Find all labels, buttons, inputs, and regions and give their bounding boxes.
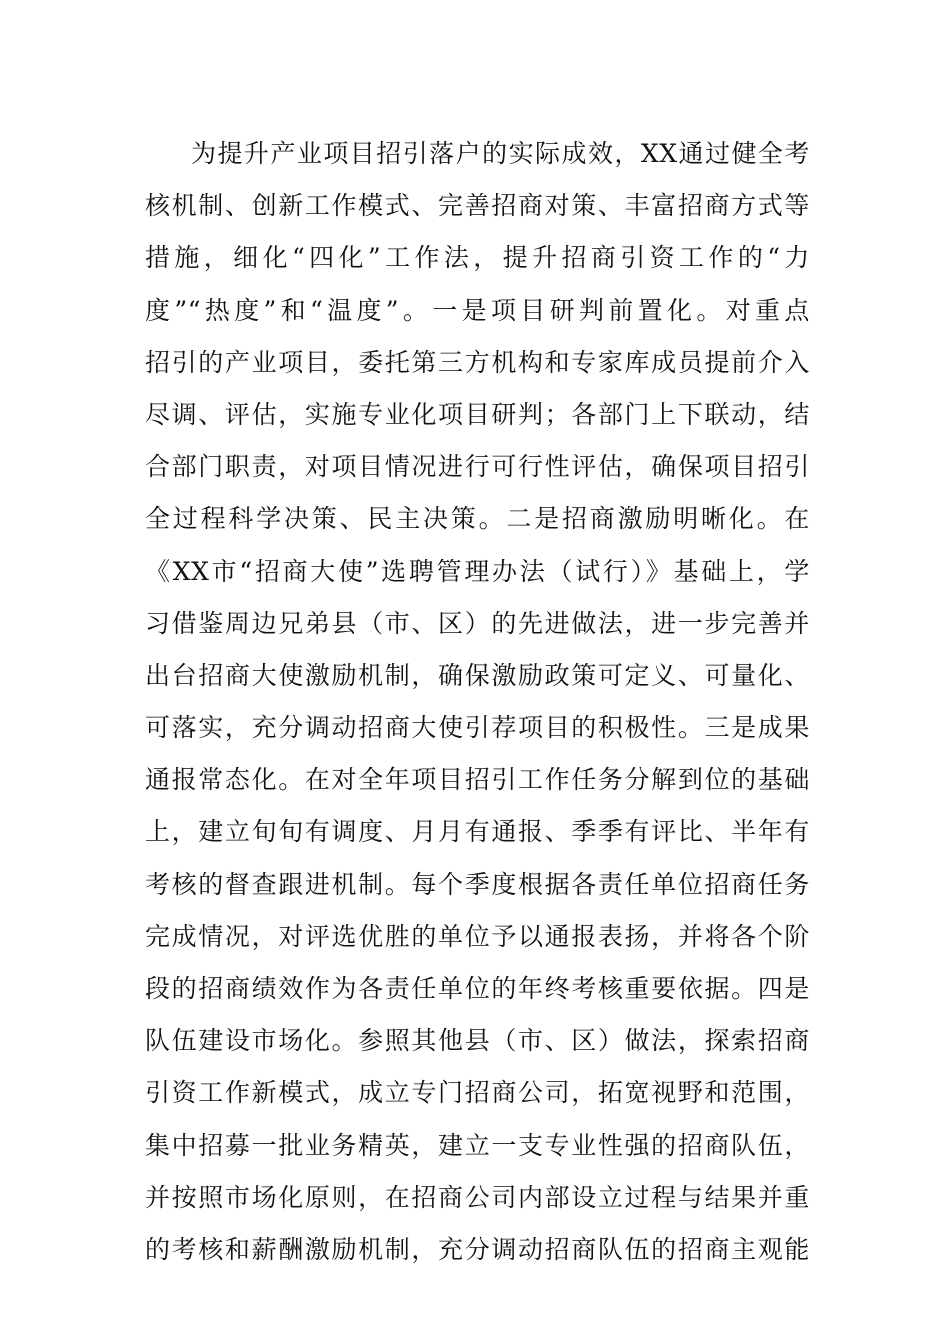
paragraph-line: 核机制、创新工作模式、完善招商对策、丰富招商方式等 — [145, 191, 810, 221]
paragraph-line: 并按照市场化原则，在招商公司内部设立过程与结果并重 — [145, 1182, 810, 1212]
paragraph-line: 引资工作新模式，成立专门招商公司，拓宽视野和范围， — [145, 1078, 810, 1108]
paragraph-line: 出台招商大使激励机制，确保激励政策可定义、可量化、 — [145, 660, 810, 690]
paragraph-line: 可落实，充分调动招商大使引荐项目的积极性。三是成果 — [145, 713, 810, 743]
paragraph-line: 通报常态化。在对全年项目招引工作任务分解到位的基础 — [145, 765, 810, 795]
paragraph-line: 措施，细化“四化”工作法，提升招商引资工作的“力 — [145, 243, 810, 273]
paragraph-line: 习借鉴周边兄弟县（市、区）的先进做法，进一步完善并 — [145, 608, 810, 638]
paragraph-line: 为提升产业项目招引落户的实际成效，XX通过健全考 — [191, 139, 810, 168]
paragraph-line: 《XX市“招商大使”选聘管理办法（试行）》基础上，学 — [145, 556, 810, 586]
paragraph-line: 完成情况，对评选优胜的单位予以通报表扬，并将各个阶 — [145, 921, 810, 951]
paragraph-line: 段的招商绩效作为各责任单位的年终考核重要依据。四是 — [145, 974, 810, 1003]
paragraph-line: 集中招募一批业务精英，建立一支专业性强的招商队伍， — [145, 1130, 810, 1160]
paragraph-line: 的考核和薪酬激励机制，充分调动招商队伍的招商主观能 — [145, 1234, 810, 1264]
paragraph-line: 考核的督查跟进机制。每个季度根据各责任单位招商任务 — [145, 869, 810, 899]
paragraph-line: 尽调、评估，实施专业化项目研判；各部门上下联动，结 — [145, 399, 810, 429]
body-paragraph — [145, 128, 810, 1276]
paragraph-line: 队伍建设市场化。参照其他县（市、区）做法，探索招商 — [145, 1026, 810, 1056]
paragraph-line: 度”“热度”和“温度”。一是项目研判前置化。对重点 — [145, 295, 810, 325]
paragraph-line: 招引的产业项目，委托第三方机构和专家库成员提前介入 — [145, 347, 810, 377]
paragraph-line: 上，建立旬旬有调度、月月有通报、季季有评比、半年有 — [145, 817, 810, 847]
paragraph-line: 全过程科学决策、民主决策。二是招商激励明晰化。在 — [145, 504, 810, 534]
paragraph-line: 合部门职责，对项目情况进行可行性评估，确保项目招引 — [145, 452, 810, 482]
